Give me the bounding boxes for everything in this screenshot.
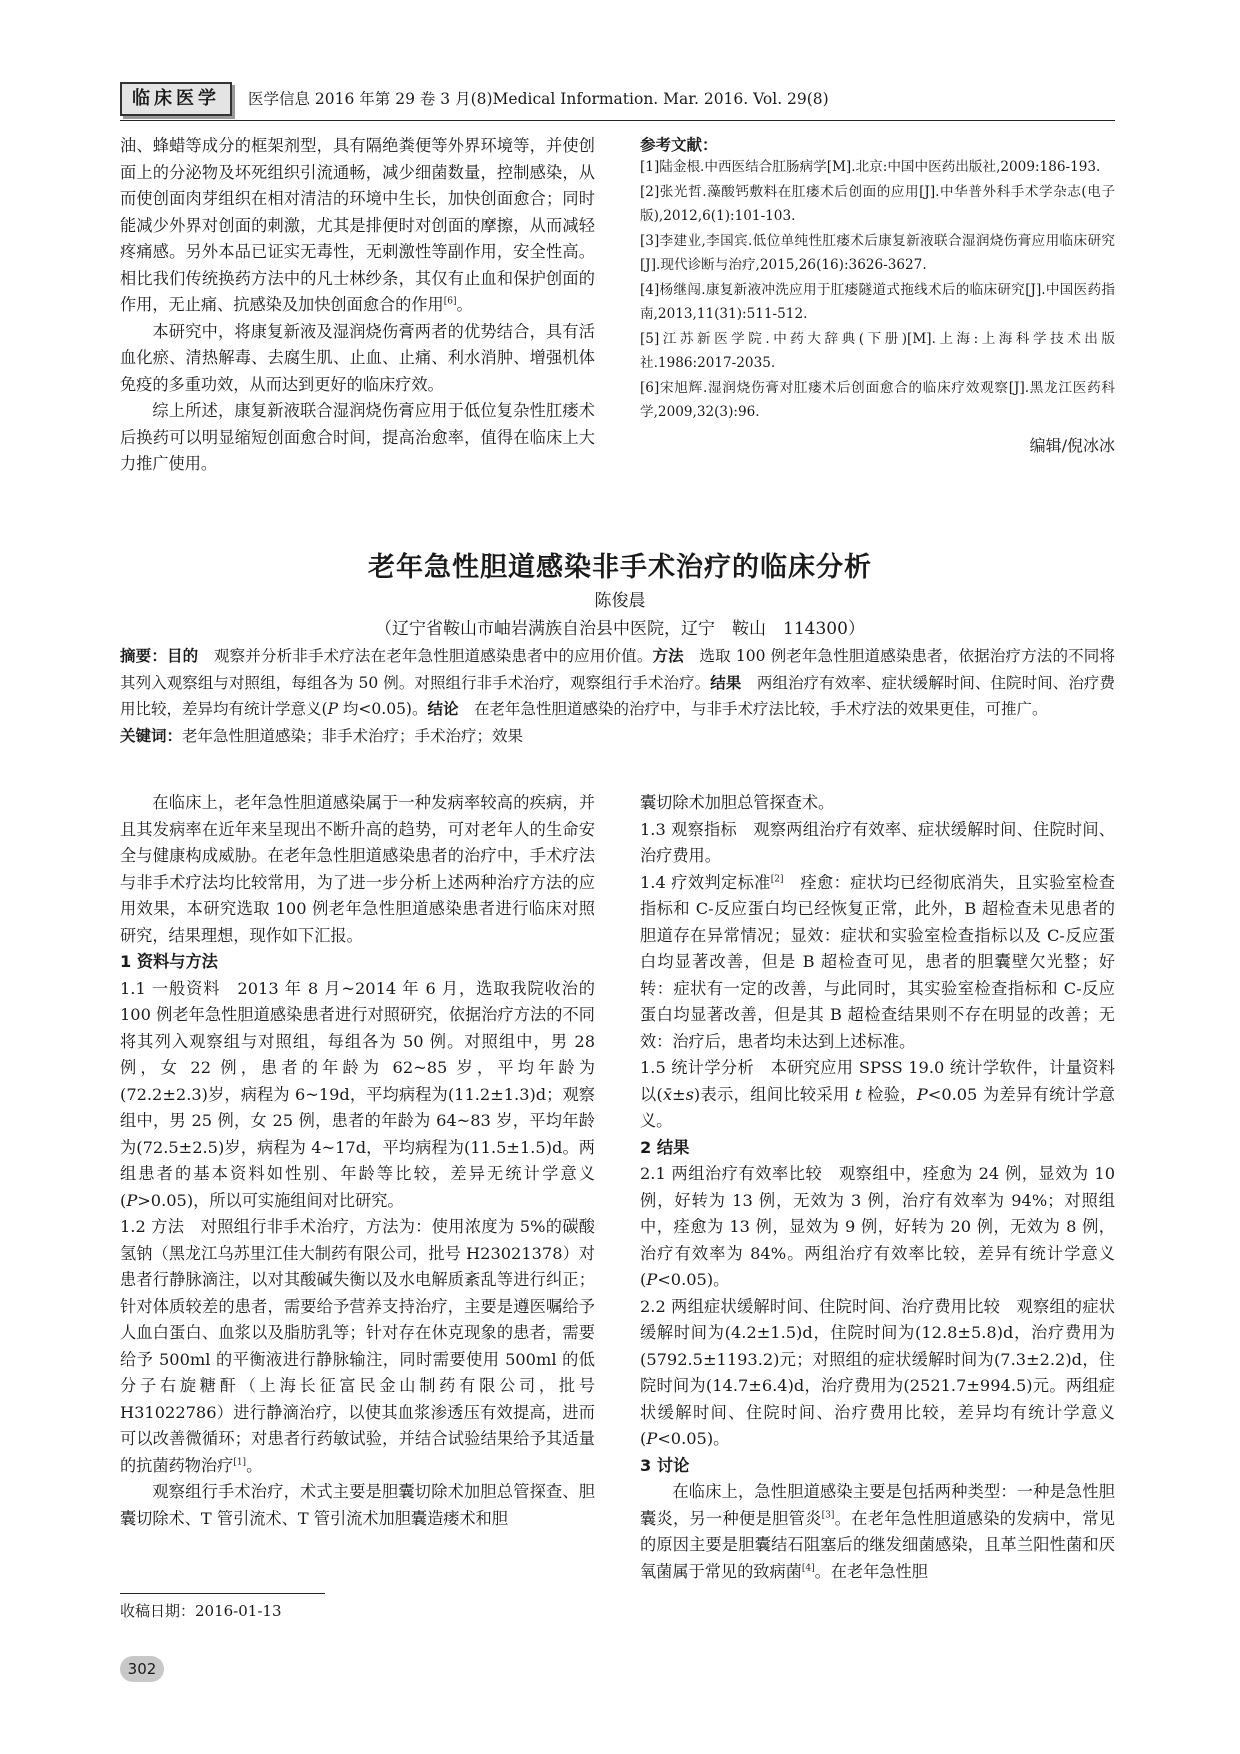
keywords: 关键词：老年急性胆道感染；非手术治疗；手术治疗；效果 — [120, 726, 524, 745]
journal-running-head: 医学信息 2016 年第 29 卷 3 月(8)Medical Information. Mar. 2016. Vol. 29(8) — [248, 90, 829, 108]
article-title: 老年急性胆道感染非手术治疗的临床分析 — [368, 552, 872, 583]
editor-credit: 编辑/倪冰冰 — [1029, 435, 1115, 455]
section-heading: 3 讨论 — [640, 1455, 690, 1475]
paragraph-2-1: 2.1 两组治疗有效率比较 观察组中，痊愈为 24 例，显效为 10 例，好转为 13 例，无效为 3 例，治疗有效率为 94%；对照组中，痊愈为 13 例，显效为 9 例，好转为 20 例，无效为 8 例，治疗有效率为 84%。两组治疗有效率比较，差异有统计学意义(P<0.05)。 — [640, 1164, 1115, 1289]
prev-paragraph-3: 综上所述，康复新液联合湿润烧伤膏应用于低位复杂性肛瘘术后换药可以明显缩短创面愈合时间，提高治愈率，值得在临床上大力推广使用。 — [120, 401, 595, 473]
intro-paragraph: 在临床上，老年急性胆道感染属于一种发病率较高的疾病，并且其发病率在近年来呈现出不断升高的趋势，可对老年人的生命安全与健康构成威胁。在老年急性胆道感染患者的治疗中，手术疗法与非手术疗法均比较常用，为了进一步分析上述两种治疗方法的应用效果，本研究选取 100 例老年急性胆道感染患者进行临床对照研究，结果理想，现作如下汇报。 — [120, 793, 595, 945]
paragraph-cont: 囊切除术加胆总管探查术。 — [640, 793, 835, 812]
abstract-body: 摘要：目的 观察并分析非手术疗法在老年急性胆道感染患者中的应用价值。方法 选取 100 例老年急性胆道感染患者，依据治疗方法的不同将其列入观察组与对照组，每组各为 50 例。对照组行非手术治疗，观察组行手术治疗。结果 两组治疗有效率、症状缓解时间、住院时间、治疗费用比较，差异均有统计学意义(P 均<0.05)。结论 在老年急性胆道感染的治疗中，与非手术疗法比较，手术疗法的效果更佳，可推广。 — [120, 647, 1115, 718]
references-title: 参考文献： — [640, 136, 718, 154]
paragraph-1-4: 1.4 疗效判定标准[2] 痊愈：症状均已经彻底消失，且实验室检查指标和 C-反应蛋白均已经恢复正常，此外，B 超检查未见患者的胆道存在异常情况；显效：症状和实验室检查指标以及 C-反应蛋白均显著改善，但是 B 超检查可见，患者的胆囊壁欠光整；好转：症状有一定的改善，与此同时，其实验室检查指标和 C-反应蛋白均显著改善，但是其 B 超检查结果则不存在明显的改善；无效：治疗后，患者均未达到上述标准。 — [640, 872, 1115, 1051]
paragraph-1-2: 1.2 方法 对照组行非手术治疗，方法为：使用浓度为 5%的碳酸氢钠（黑龙江乌苏里江佳大制药有限公司，批号 H23021378）对患者行静脉滴注，以对其酸碱失衡以及水电解质紊乱等进行纠正；针对体质较差的患者，需要给予营养支持治疗，主要是遵医嘱给予人血白蛋白、血浆以及脂肪乳等；针对存在休克现象的患者，需要给予 500ml 的平衡液进行静脉输注，同时需要使用 500ml 的低分子右旋糖酐（上海长征富民金山制药有限公司，批号 H31022786）进行静滴治疗，以使其血浆渗透压有效提高，进而可以改善微循环；对患者行药敏试验，并结合试验结果给予其适量的抗菌药物治疗[1]。 — [120, 1217, 595, 1475]
section-heading: 2 结果 — [640, 1137, 690, 1157]
prev-paragraph-2: 本研究中，将康复新液及湿润烧伤膏两者的优势结合，具有活血化瘀、清热解毒、去腐生肌、止血、止痛、利水消肿、增强机体免疫的多重功效，从而达到更好的临床疗效。 — [120, 321, 595, 394]
article-affiliation: （辽宁省鞍山市岫岩满族自治县中医院，辽宁 鞍山 114300） — [375, 619, 865, 639]
paragraph-3: 在临床上，急性胆道感染主要是包括两种类型：一种是急性胆囊炎，另一种便是胆管炎[3]。在老年急性胆道感染的发病中，常见的原因主要是胆囊结石阻塞后的继发细菌感染，且革兰阳性菌和厌氧菌属于常见的致病菌[4]。在老年急性胆 — [640, 1482, 1116, 1581]
reference-item: [1]陆金根.中西医结合肛肠病学[M].北京:中国中医药出版社,2009:186-193. — [640, 159, 1101, 175]
reference-item: [2]张光哲.藻酸钙敷料在肛瘘术后创面的应用[J].中华普外科手术学杂志(电子版),2012,6(1):101-103. — [640, 183, 1115, 224]
section-heading: 1 资料与方法 — [120, 952, 218, 971]
body-left-column — [120, 790, 595, 1532]
paragraph-1-2b: 观察组行手术治疗，术式主要是胆囊切除术加胆总管探查、胆囊切除术、T 管引流术、T 管引流术加胆囊造瘘术和胆 — [120, 1482, 595, 1528]
received-date: 收稿日期：2016-01-13 — [120, 1602, 282, 1620]
paragraph-1-5: 1.5 统计学分析 本研究应用 SPSS 19.0 统计学软件，计量资料以(x̄±s)表示，组间比较采用 t 检验，P<0.05 为差异有统计学意义。 — [640, 1058, 1115, 1130]
references — [640, 133, 1115, 456]
body-right-column — [640, 790, 1115, 1585]
reference-item: [6]宋旭辉.湿润烧伤膏对肛瘘术后创面愈合的临床疗效观察[J].黑龙江医药科学,2009,32(3):96. — [640, 379, 1115, 420]
paragraph-1-1: 1.1 一般资料 2013 年 8 月~2014 年 6 月，选取我院收治的 100 例老年急性胆道感染患者进行对照研究，依据治疗方法的不同将其列入观察组与对照组，每组各为 50 例。对照组中，男 28 例，女 22 例，患者的年龄为 62~85 岁，平均年龄为(72.2±2.3)岁，病程为 6~19d，平均病程为(11.2±1.3)d；观察组中，男 25 例，女 25 例，患者的年龄为 64~83 岁，平均年龄为(72.5±2.5)岁，病程为 4~17d，平均病程为(11.5±1.5)d。两组患者的基本资料如性别、年龄等比较，差异无统计学意义(P>0.05)，所以可实施组间对比研究。 — [120, 978, 595, 1210]
paragraph-2-2: 2.2 两组症状缓解时间、住院时间、治疗费用比较 观察组的症状缓解时间为(4.2±1.5)d，住院时间为(12.8±5.8)d，治疗费用为(5792.5±1193.2)元；对照组的症状缓解时间为(7.3±2.2)d，住院时间为(14.7±6.4)d，治疗费用为(2521.7±994.5)元。两组症状缓解时间、住院时间、治疗费用比较，差异均有统计学意义(P<0.05)。 — [640, 1296, 1115, 1448]
footnote-rule — [120, 1593, 325, 1594]
reference-item: [5]江苏新医学院.中药大辞典(下册)[M].上海:上海科学技术出版社.1986:2017-2035. — [640, 330, 1115, 371]
prev-article-text — [120, 133, 595, 478]
header-rule — [120, 120, 1115, 121]
page-number: 302 — [120, 1656, 164, 1682]
article-author: 陈俊晨 — [594, 591, 646, 611]
section-tag: 临床医学 — [120, 82, 232, 116]
prev-paragraph-1: 油、蜂蜡等成分的框架剂型，具有隔绝粪便等外界环境等，并使创面上的分泌物及坏死组织引流通畅，减少细菌数量，控制感染，从而使创面肉芽组织在相对清洁的环境中生长，加快创面愈合；同时能减少外界对创面的刺激，尤其是排便时对创面的摩擦，从而减轻疼痛感。另外本品已证实无毒性，无刺激性等副作用，安全性高。相比我们传统换药方法中的凡士林纱条，其仅有止血和保护创面的作用，无止痛、抗感染及加快创面愈合的作用[6]。 — [120, 136, 595, 314]
reference-item: [3]李建业,李国宾.低位单纯性肛瘘术后康复新液联合湿润烧伤膏应用临床研究[J].现代诊断与治疗,2015,26(16):3626-3627. — [640, 232, 1115, 273]
abstract — [120, 643, 1115, 749]
paragraph-1-3: 1.3 观察指标 观察两组治疗有效率、症状缓解时间、住院时间、治疗费用。 — [640, 819, 1115, 865]
reference-item: [4]杨继闯.康复新液冲洗应用于肛瘘隧道式拖线术后的临床研究[J].中国医药指南,2013,11(31):511-512. — [640, 281, 1115, 322]
